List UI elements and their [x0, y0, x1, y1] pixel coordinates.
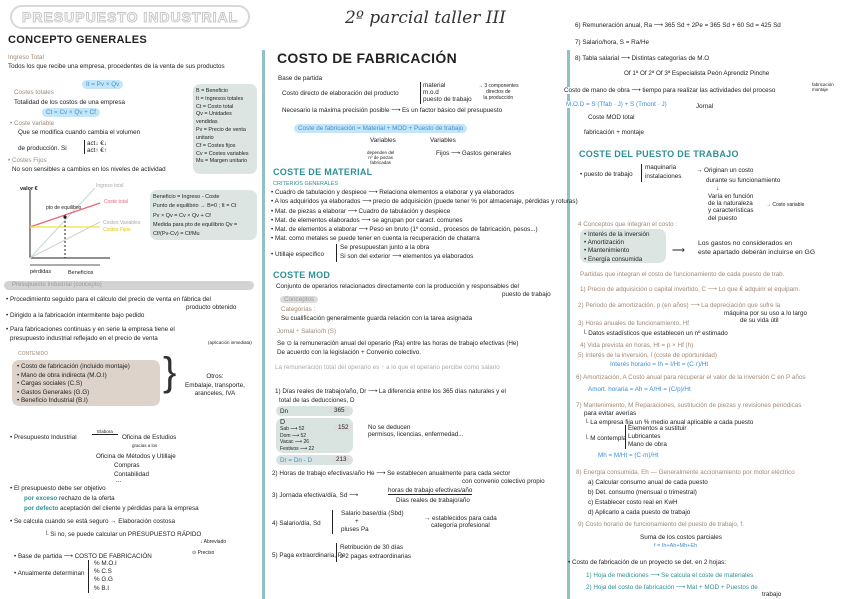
section-heading: COSTE DE MATERIAL	[273, 167, 373, 177]
label: Categorías :	[281, 306, 316, 313]
note-line: categoría profesional	[431, 522, 490, 530]
note-line: No son sensibles a cambios en los niveles de actividad	[12, 166, 166, 173]
cell: 213	[332, 456, 351, 463]
note-line: Costo de mano de obra ⟶ tiempo para realizar las actividades del proceso	[564, 87, 776, 94]
list-item: instalaciones	[645, 172, 682, 180]
note-line: de su vida útil	[740, 317, 779, 324]
note-line: • A los adquiridos ya elaborados ⟶ precio de adquisición (puede tener % por almacenaje, pérdidas y roturas)	[271, 198, 578, 205]
column-divider	[262, 50, 265, 599]
paga-list	[336, 543, 411, 562]
list-item: % G.G	[94, 576, 113, 584]
list-item: Lubricantes	[628, 432, 661, 440]
note-line: 7) Mantenimiento, M Reparaciones, sustitución de piezas y revisiones periódicas	[576, 402, 802, 409]
note-line: • Dirigido a la fabricación intermitente bajo pedido	[6, 312, 145, 319]
note-line: 2) Periodo de amortización, p (en años) ⟶ La depreciación que sufre la	[578, 302, 781, 309]
note-line: • Mat. de piezas a elaborar ⟶ Cuadro de tabulación y despiece	[271, 208, 451, 215]
note-line: 5) Interés de la inversión, I (coste de oportunidad)	[578, 352, 717, 359]
formula-line: Pv × Qv = Cv × Qv + Cf	[153, 212, 211, 219]
cell: D	[280, 419, 286, 426]
note-line: • Costo de fabricación de un proyecto se det. en 2 hojas:	[568, 559, 726, 566]
note-line: puesto de trabajo	[502, 291, 551, 298]
fraction-numerator: horas de trabajo efectivas/año	[388, 487, 473, 494]
condition	[84, 140, 107, 154]
list-item: Si son del exterior ⟶ elementos ya elaborados	[340, 252, 474, 260]
list-item: • Interés de la inversión	[584, 231, 650, 238]
note-line: ↓ Abreviado	[200, 539, 227, 545]
notes-subtitle: 2º parcial taller III	[345, 8, 506, 28]
note-line: Varía en función	[708, 193, 754, 200]
note-line: del puesto	[708, 214, 738, 222]
conceptos-box	[580, 229, 666, 263]
list-item: d) Aplicarlo a cada puesto de trabajo	[588, 509, 691, 516]
legend-item: Cf = Costes fijos	[196, 142, 236, 149]
note	[367, 150, 394, 166]
chart-label: Costes Variables	[103, 220, 141, 226]
condition-line: act↓ €↓	[87, 140, 107, 147]
cell: 152	[334, 424, 353, 431]
label: • Coste variable	[10, 120, 55, 127]
axis-label: valor €	[20, 186, 38, 192]
cell: Vacac ⟶ 26	[280, 439, 310, 445]
note-line: └ Si no, se puede calcular un PRESUPUESTO RÁPIDO	[44, 531, 202, 538]
badge: Conceptos	[280, 296, 318, 303]
column-divider	[567, 50, 570, 599]
list-item: Retribución de 30 días	[340, 544, 404, 551]
note-line: → 3 componentes	[478, 83, 519, 89]
cell: Festivos ⟶ 22	[280, 445, 315, 452]
note-line: nº de piezas	[368, 155, 393, 161]
note-line: producto obtenido	[186, 304, 237, 311]
note-line: de la naturaleza	[708, 200, 753, 208]
note-line: 9) Costo horario de funcionamiento del puesto de trabajo, f.	[578, 521, 744, 528]
note-line: • Cuadro de tabulación y despiece ⟶ Relaciona elementos a elaborar y ya elaborados	[271, 189, 515, 196]
note-line: durante su funcionamiento	[706, 177, 781, 184]
note-line: Contabilidad	[114, 471, 150, 478]
note-line: • Se calcula cuando se está seguro → Elaboración costosa	[10, 518, 175, 525]
condition-line: act↑ €↑	[87, 147, 107, 155]
equilibrium-point	[63, 215, 66, 218]
note-line: 7) Salario/hora, S = Ra/He	[575, 39, 650, 46]
arrow-label: Elabora	[92, 429, 118, 435]
chart-label: Ingreso total	[96, 183, 124, 189]
note-line: con convenio colectivo propio	[462, 478, 545, 485]
section-bar: Presupuesto Industrial (concepto)	[4, 281, 254, 290]
note	[368, 424, 464, 438]
note-line: 1) Hoja de mediciones ⟶ Se calcula el coste de materiales	[586, 572, 754, 579]
list-item: • Beneficio Industrial (B.I)	[17, 397, 88, 404]
note-line: 3) Horas anuales de funcionamiento, Hf	[578, 320, 689, 327]
note-line: Oficina de Estudios	[122, 434, 177, 441]
list-item: material	[423, 82, 446, 89]
note-line: Jornal	[696, 103, 714, 110]
note-line: para evitar averías	[584, 410, 637, 417]
chart-label: Beneficios	[68, 270, 94, 276]
note-line: aceptación del cliente y pérdidas para la empresa	[60, 505, 199, 512]
note-line: rechazo de la oferta	[59, 495, 115, 502]
note-line: 1) Precio de adquisición o capital invertido, C ⟶ Lo que € adquirir el equipam.	[580, 286, 801, 293]
note-line: fabricadas	[370, 160, 392, 166]
list-item: maquinaria	[645, 164, 677, 171]
list-item: % B.I	[94, 584, 110, 592]
note-line: Oficina de Métodos y Utillaje	[96, 453, 176, 460]
note	[812, 82, 834, 92]
note-line: Los gastos no considerados en	[698, 240, 793, 247]
note-line: Todos los que recibe una empresa, procedentes de la venta de sus productos	[8, 63, 225, 70]
cell: Dr = Dn - D	[280, 457, 313, 464]
note	[698, 240, 815, 258]
note-line: Totalidad de los costos de una empresa	[14, 99, 125, 106]
note-line: 6) Remuneración anual, Ra ⟶ 365 Sd + 2Pe = 365 Sd + 60 Sd = 425 Sd	[575, 22, 781, 29]
list-item: Mano de obra	[628, 440, 667, 448]
list-item: b) Det. consumo (mensual o trimestral)	[588, 489, 697, 496]
note-line: Necesario la máxima precisión posible ⟶ Es un factor básico del presupuesto	[282, 107, 503, 114]
note-line: • Procedimiento seguido para el cálculo del precio de venta en fábrica del	[6, 296, 211, 303]
utillaje-list	[336, 244, 473, 262]
tag: por defecto	[24, 505, 59, 512]
note-line: fabricación + montaje	[584, 129, 645, 136]
formula: It = Pv × Qv	[82, 80, 123, 89]
note-line: 8) Energía consumida, Eh — Generalmente accionamiento por motor eléctrico	[576, 469, 795, 476]
note-line: 3) Jornada efectiva/día, Sd ⟶	[272, 492, 359, 499]
label: • Costes Fijos	[8, 157, 47, 164]
note-line: • Presupuesto Industrial	[10, 434, 77, 441]
formula: M.O.D = S (Tfab · J) + S (Tmont · J)	[566, 101, 667, 108]
note-line: • puesto de trabajo	[580, 171, 633, 178]
chart-label: Coste total	[104, 199, 128, 205]
list-item: a) Calcular consumo anual de cada puesto	[588, 479, 708, 486]
legend-item: Ct = Costo total	[196, 103, 234, 110]
list-item: m.o.d	[423, 89, 439, 97]
list-item: • Cargas sociales (C.S)	[17, 380, 83, 387]
components	[420, 82, 472, 104]
note-line: 4) Salario/día, Sd	[272, 520, 321, 527]
note-line: permisos, licencias, enfermedad...	[368, 431, 464, 439]
chart-label: pérdidas	[30, 269, 52, 275]
note-line: Fijos ⟶ Gastos generales	[436, 150, 512, 157]
note-line: Compras	[114, 462, 140, 469]
section-heading: COSTE DEL PUESTO DE TRABAJO	[579, 149, 739, 159]
note	[708, 193, 754, 222]
formula-line: Medida para pto de equilibrio Qv = Cf/(Pv-Cv) = Cf/Mu	[153, 222, 238, 238]
note-line: 2) Hoja del costo de fabricación ⟶ Mat + MOD + Puestos de	[586, 584, 758, 591]
note-line: Conjunto de operarios relacionados directamente con la producción y responsables del	[276, 283, 519, 290]
formula-line: Punto de equilibrio → B=0 ; It = Ct	[153, 203, 237, 210]
note-line: 1) Días reales de trabajo/año, Dr ⟶ La diferencia entre los 365 días naturales y el	[275, 388, 506, 395]
formula: Mh = M/Ht = (C·m)/Ht	[598, 452, 659, 459]
legend-item: Qv = Unidades vendidas	[196, 111, 232, 126]
note-line: → Originan un costo	[696, 167, 754, 174]
note-line: • Para fabricaciones continuas y en serie la empresa tiene el	[6, 326, 175, 333]
formula: Interés horario = Ih = I/Ht = (C·r)/Ht	[610, 361, 709, 368]
note	[424, 515, 497, 529]
brace: }	[163, 350, 177, 394]
note-line: 4) Vida prevista en horas, Ht = p × Hf (h)	[580, 342, 694, 349]
note-line: → Costo variable	[766, 202, 805, 208]
note-line: 8) Tabla salarial ⟶ Distintas categorías de M.O	[575, 55, 710, 62]
note-line: de producción. Si	[18, 145, 67, 152]
formula: Coste de fabricación = Material + MOD + Puesto de trabajo	[294, 124, 467, 133]
section-heading: CONCEPTO GENERALES	[8, 34, 148, 46]
puesto-list	[641, 164, 681, 182]
list-item: • Mantenimiento	[584, 247, 630, 255]
list-item: • Energía consumida	[584, 255, 643, 263]
list-item: puesto de trabajo	[423, 96, 472, 104]
note-line: Otros:	[206, 373, 224, 380]
formula-box	[150, 190, 257, 240]
list-item: % C.S	[94, 568, 112, 576]
note-line: • El presupuesto debe ser objetivo	[10, 485, 106, 492]
note-line: y características	[708, 207, 754, 215]
note-line: Que se modifica cuando cambia el volumen	[18, 129, 141, 136]
note-line: ⊙ Preciso	[192, 550, 215, 556]
note-line: Costo directo de elaboración del producto	[282, 90, 399, 97]
note-line: total de las deducciones, D	[279, 397, 355, 404]
note-line: presupuesto industrial reflejado en el precio de venta	[10, 335, 158, 342]
note-line: └ M contempla	[584, 435, 627, 442]
note-line: Coste MOD total	[588, 114, 635, 121]
note-line: ...	[116, 477, 122, 484]
subheading: CRITERIOS GENERALES	[273, 181, 339, 187]
note-line: • Base de partida ⟶ COSTO DE FABRICACIÓN	[14, 553, 152, 560]
section-heading: COSTE MOD	[273, 270, 331, 280]
list-item: c) Establecer costo real en KwH	[588, 499, 678, 506]
legend-item: Cv = Costes variables	[196, 150, 249, 157]
label: CONTENIDO	[18, 351, 48, 357]
note-line: gracias a los	[132, 443, 158, 448]
legend-item: Pv = Precio de venta unitario	[196, 127, 246, 141]
formula: f = Ih+Ah+Mh+Eh	[654, 543, 698, 549]
note-line: trabajo	[762, 591, 782, 598]
contenido-box	[12, 360, 160, 406]
cell: 365	[330, 407, 349, 414]
note-line: • Mat. de elementos a elaborar ⟶ Peso en bruto (1º consid., procesos de fabricación, pesos...)	[271, 226, 538, 233]
label: 4 Conceptos que integran el costo :	[578, 221, 678, 228]
note-line: • Utillaje específico	[271, 251, 324, 258]
note-line: este apartado deberán incluirse en GG	[698, 248, 816, 256]
anual-list	[88, 560, 117, 593]
fraction-denominator: Días reales de trabajo/año	[396, 497, 470, 504]
note-line: máquina por su uso a lo largo	[724, 310, 807, 317]
arrow-icon: ⟶	[672, 245, 685, 255]
note-line: Of 1ª Of 2ª Of 3ª Especialista Peón Aprendiz Pinche	[624, 70, 770, 77]
components-note	[478, 84, 519, 101]
note-line: 2) Horas de trabajo efectivas/año He ⟶ Se establecen anualmente para cada sector	[272, 470, 511, 477]
chart-label: Costes Fijos	[103, 227, 131, 233]
list-item: Salario base/día (Sbd)	[341, 510, 404, 517]
note-line: montaje	[812, 87, 829, 93]
note-line: • Anualmente determinan	[14, 570, 85, 577]
note-line: └ La empresa fija un % medio anual aplicable a cada puesto	[584, 419, 754, 426]
tag: por exceso	[24, 495, 58, 502]
note-line: Variables	[430, 137, 456, 144]
cell: Dn	[280, 408, 289, 415]
note-line: fabricación	[812, 82, 834, 87]
note-line: Se ⊙ la remuneración anual del operario (Ra) entre las horas de trabajo efectivas (He)	[277, 340, 519, 347]
note-line: la producción	[483, 94, 514, 101]
note-line: ↓	[716, 185, 720, 192]
cell: Dom ⟶ 52	[280, 432, 307, 439]
note-line: directos de	[486, 88, 511, 95]
list-item: Se presupuestan junto a la obra	[340, 244, 430, 251]
label: Costes totales	[14, 89, 54, 96]
mantenimiento-list	[625, 425, 686, 449]
list-item: • Gastos Generales (G.G)	[17, 388, 90, 396]
note-line: • Mat. de elementos elaborados ⟶ se agrupan por caract. comunes	[271, 217, 463, 224]
note-line: Base de partida	[278, 75, 323, 82]
chart-label: pto de equilibrio	[46, 205, 82, 211]
legend-item: It = Ingresos totales	[196, 95, 244, 102]
salario-list	[332, 510, 404, 534]
page-title: PRESUPUESTO INDUSTRIAL	[10, 5, 250, 29]
formula-line: Beneficio = Ingreso - Coste	[153, 194, 220, 200]
note-line: • Mat. como metales se puede tener en cuenta la recuperación de chatarra	[271, 235, 480, 242]
note-line: 6) Amortización, A Costo anual para recuperar el valor de la inversión C en P años	[576, 374, 806, 381]
note-line: De acuerdo con la legislación + Convenio colectivo.	[277, 349, 422, 356]
otros-note	[185, 373, 245, 399]
list-item: • Mano de obra indirecta (M.O.I)	[17, 371, 107, 379]
cell: Sab ⟶ 52	[280, 426, 305, 432]
legend-item: Mu = Margen unitario	[196, 158, 248, 165]
list-item: • Amortización	[584, 239, 625, 247]
list-item: pluses Pa	[341, 525, 369, 533]
section-heading: COSTO DE FABRICACIÓN	[277, 50, 457, 66]
legend-box	[193, 84, 257, 174]
list-item: ≥ 2 pagas extraordinarias	[340, 553, 412, 561]
label: Jornal ÷ Salario/h (S)	[277, 328, 337, 335]
note-line: Suma de los costos parciales	[640, 534, 722, 541]
note-line: La remuneración total del operario es ↑ a lo que el operario percibe como salario	[275, 364, 500, 371]
note-line: No se deducen	[368, 424, 411, 431]
note-line: Embalaje, transporte,	[185, 381, 245, 389]
list-item: Elementos a sustituir	[628, 425, 687, 432]
note-line: → establecidos para cada	[424, 515, 497, 522]
note-line: dependen del	[367, 150, 395, 155]
deductions	[280, 426, 314, 452]
note-line: (aplicación inmediata)	[208, 340, 252, 345]
formula: Ct = Cv × Qv + Cf	[42, 108, 100, 117]
note-line: Variables	[370, 137, 396, 144]
note-line: └ Datos estadísticos que establecen un nº estimado	[582, 330, 728, 337]
note-line: aranceles, IVA	[194, 390, 236, 397]
label: Partidas que integran el costo de funcionamiento de cada puesto de trab.	[580, 271, 785, 278]
formula: Amort. horaria = Ah = A/Ht = (C/p)/Ht	[588, 386, 691, 393]
list-item: +	[355, 517, 359, 525]
note-line: Su cualificación generalmente guarda relación con la tarea asignada	[281, 315, 473, 322]
legend-item: B = Beneficio	[196, 88, 228, 94]
list-item: • Costo de fabricación (incluido montaje)	[17, 363, 130, 370]
note-line: 5) Paga extraordinaria, Pe	[272, 552, 346, 559]
label: Ingreso Total	[8, 54, 44, 61]
list-item: % M.O.I	[94, 560, 117, 567]
